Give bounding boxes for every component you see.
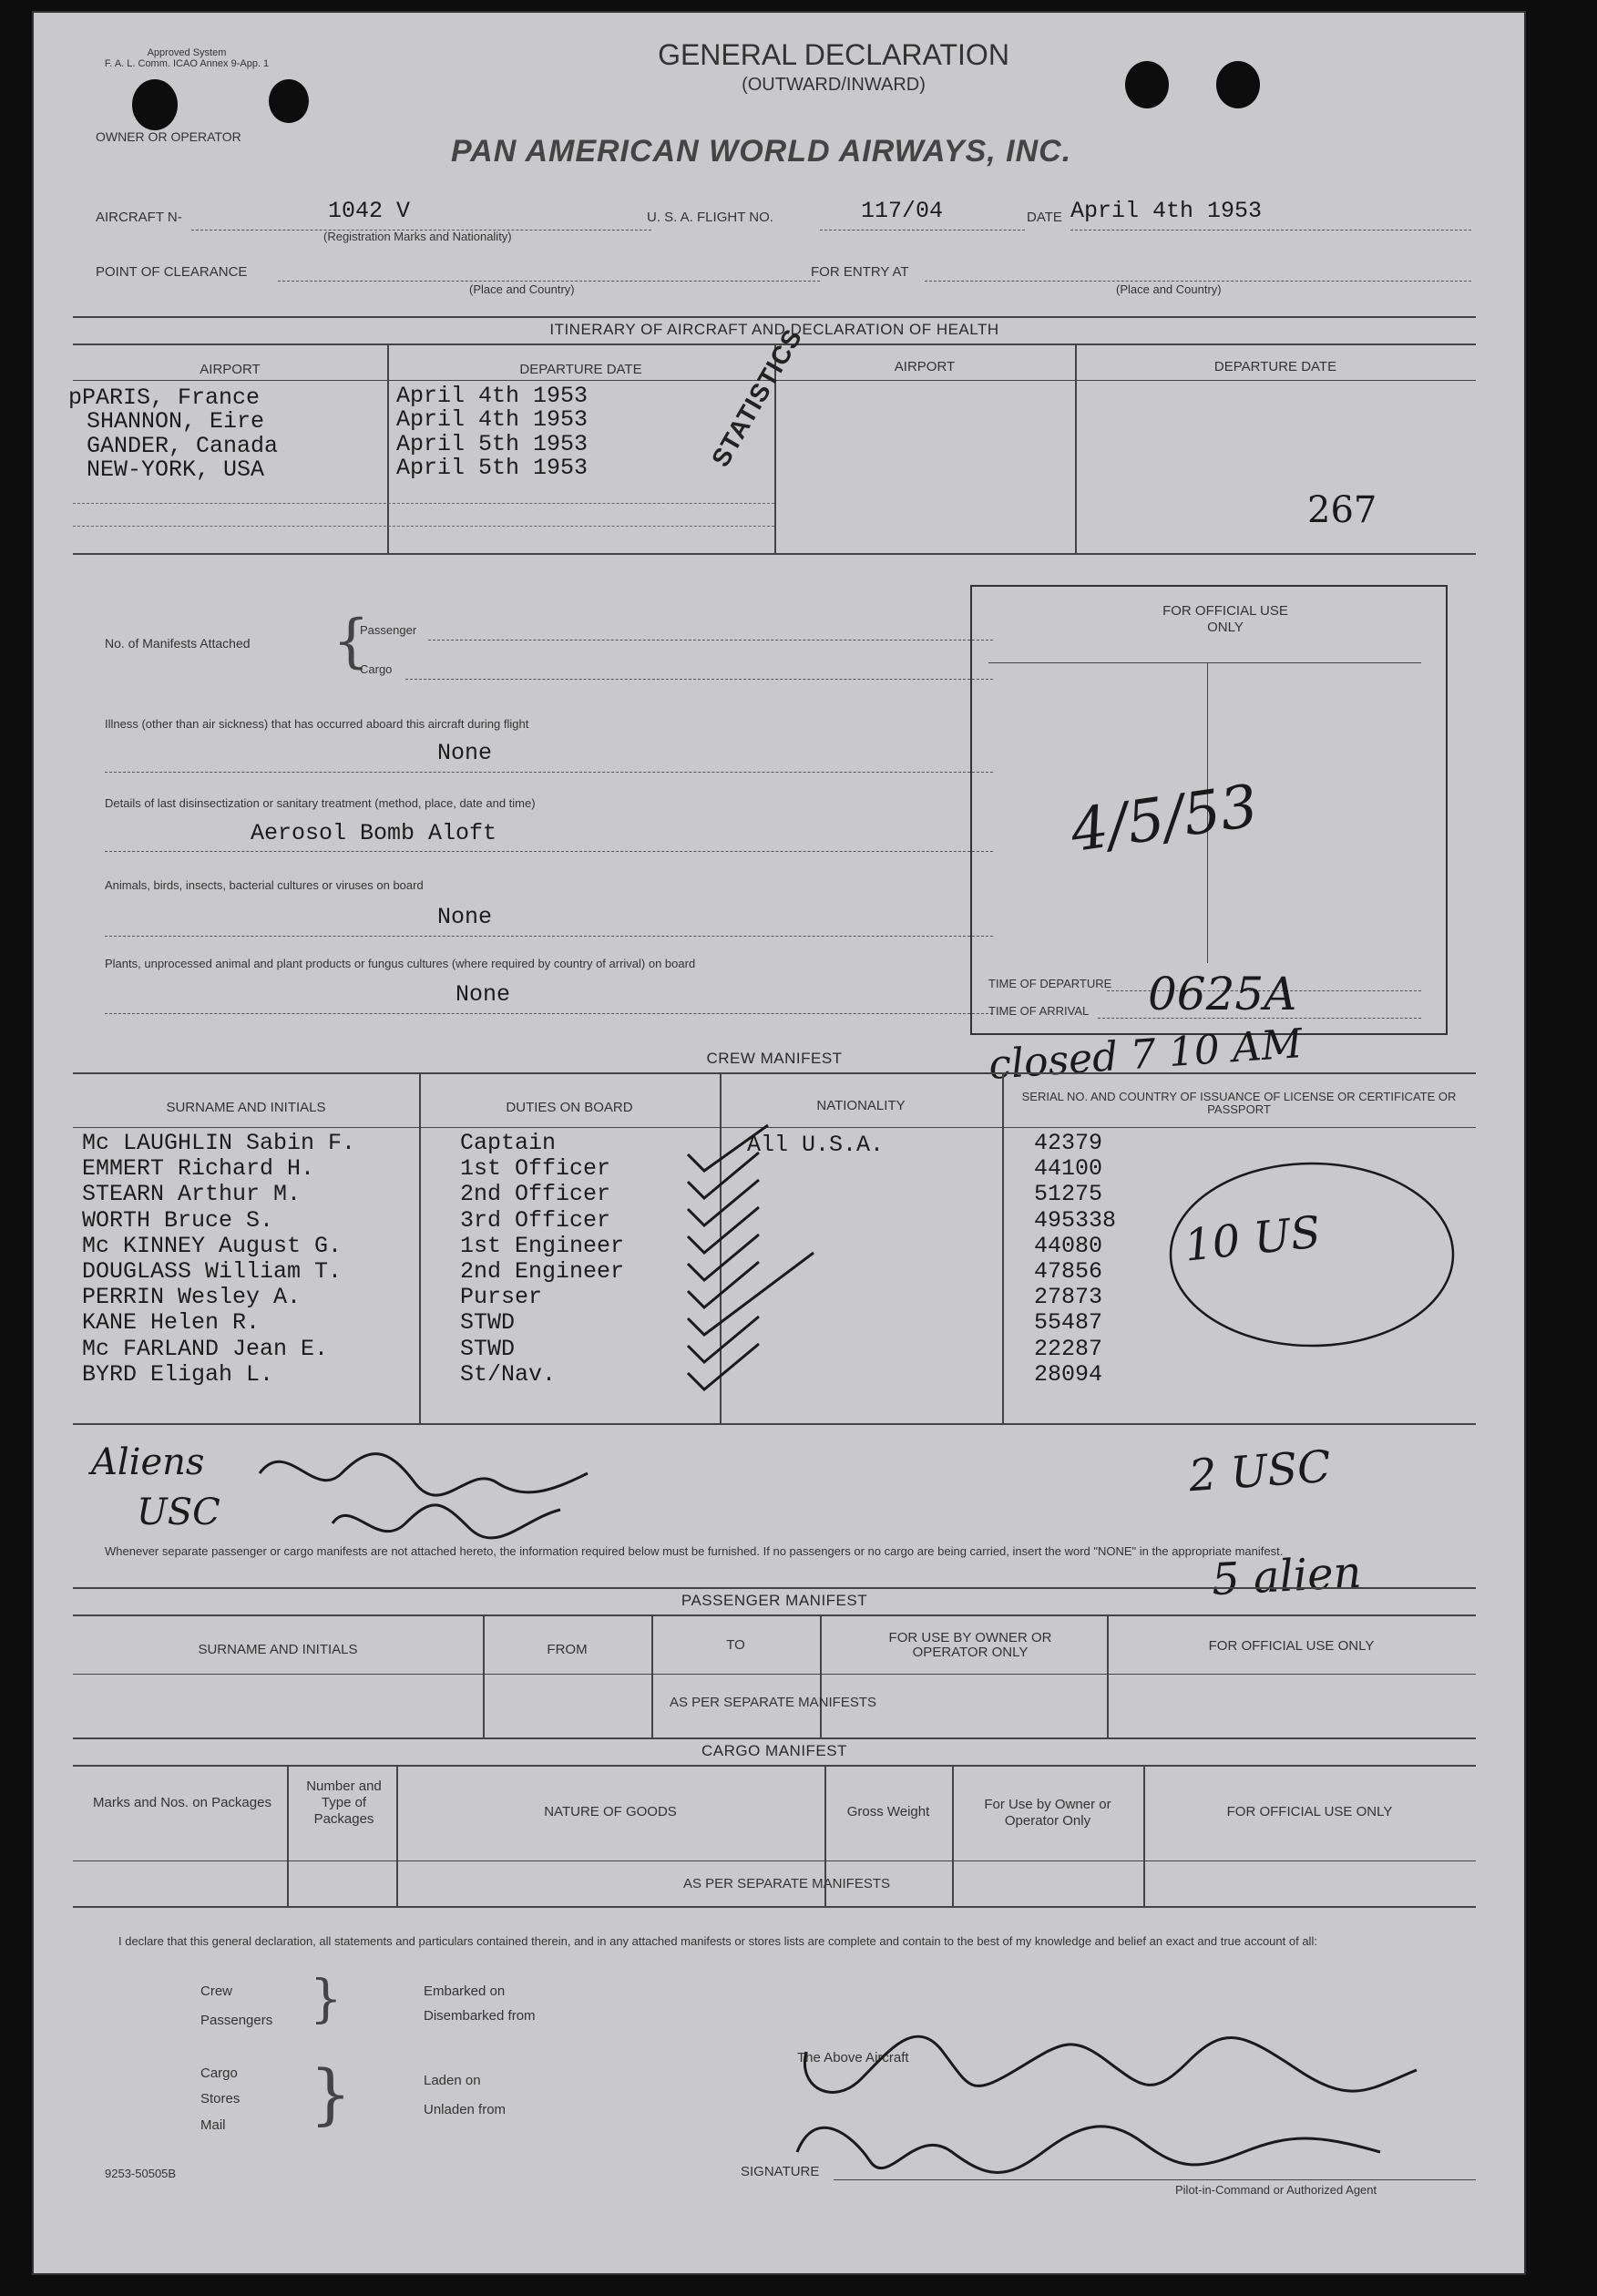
entry-label: FOR ENTRY AT: [811, 264, 909, 280]
crew-serial: 28094: [1034, 1361, 1103, 1388]
official-title: FOR OFFICIAL USE ONLY: [1162, 603, 1288, 635]
form-title: GENERAL DECLARATION: [658, 38, 1009, 71]
pilot-signature: [779, 1988, 1444, 2198]
decl-passengers: Passengers: [200, 2013, 273, 2028]
itinerary-date: April 5th 1953: [396, 431, 589, 457]
cargo-col-owner: For Use by Owner or Operator Only: [984, 1797, 1111, 1829]
col-airport-2: AIRPORT: [894, 359, 956, 374]
itinerary-airport: SHANNON, Eire: [87, 408, 265, 435]
tally-usc: 2 USC: [1187, 1440, 1333, 1502]
passenger-col-official: FOR OFFICIAL USE ONLY: [1208, 1638, 1375, 1654]
col-airport: AIRPORT: [200, 362, 261, 377]
crew-col-duties: DUTIES ON BOARD: [506, 1100, 633, 1115]
crew-serial: 27873: [1034, 1284, 1103, 1310]
crew-name: Mc FARLAND Jean E.: [82, 1336, 329, 1362]
flight-date: April 4th 1953: [1070, 198, 1263, 224]
animals-label: Animals, birds, insects, bacterial cultures or viruses on board: [105, 878, 424, 892]
illness-label: Illness (other than air sickness) that has occurred aboard this aircraft during flight: [105, 717, 529, 731]
airline-name: PAN AMERICAN WORLD AIRWAYS, INC.: [451, 134, 1072, 169]
instruction-text: Whenever separate passenger or cargo manifests are not attached hereto, the information required below must be furnished. If no passengers or no cargo are being carried, insert the word "NONE" in the appropriate manifest.: [105, 1544, 1284, 1558]
passenger-note: AS PER SEPARATE MANIFESTS: [670, 1695, 876, 1710]
punch-hole: [1216, 61, 1260, 108]
cargo-note: AS PER SEPARATE MANIFESTS: [683, 1876, 890, 1891]
crew-name: EMMERT Richard H.: [82, 1155, 315, 1182]
punch-hole: [269, 79, 309, 123]
date-label: DATE: [1027, 210, 1062, 225]
crew-col-name: SURNAME AND INITIALS: [166, 1100, 326, 1115]
crew-serial: 51275: [1034, 1181, 1103, 1207]
decl-laden: Laden on: [424, 2073, 481, 2088]
aircraft-label: AIRCRAFT N-: [96, 210, 182, 225]
declaration-text: I declare that this general declaration, all statements and particulars contained therein, and in any attached manifests or stores lists are complete and contain to the best of my knowledge and belief an exact and true account of all:: [118, 1934, 1317, 1948]
signature-label: SIGNATURE: [741, 2164, 820, 2179]
manifests-label: No. of Manifests Attached: [105, 636, 251, 651]
crew-name: Mc LAUGHLIN Sabin F.: [82, 1130, 356, 1156]
closed-note: closed 7 10 AM: [987, 1020, 1305, 1089]
crew-serial: 55487: [1034, 1309, 1103, 1336]
crew-duty: 2nd Engineer: [460, 1258, 625, 1285]
itinerary-airport: NEW-YORK, USA: [87, 456, 265, 483]
crew-duty: 1st Engineer: [460, 1233, 625, 1259]
decl-mail: Mail: [200, 2117, 226, 2133]
plants-label: Plants, unprocessed animal and plant products or fungus cultures (where required by country of arrival) on board: [105, 957, 696, 970]
punch-hole: [1125, 61, 1169, 108]
brace-icon: {: [333, 608, 370, 675]
animals-value: None: [437, 904, 493, 930]
checkmarks: [651, 1118, 870, 1391]
form-subtitle: (OUTWARD/INWARD): [742, 75, 926, 95]
clearance-label: POINT OF CLEARANCE: [96, 264, 248, 280]
crew-duty: Purser: [460, 1284, 543, 1310]
itinerary-airport: pPARIS, France: [68, 384, 261, 411]
above-aircraft-label: The Above Aircraft: [797, 2050, 909, 2065]
passenger-heading: PASSENGER MANIFEST: [681, 1592, 868, 1609]
manifests-cargo: Cargo: [360, 662, 393, 676]
col-departure: DEPARTURE DATE: [519, 362, 642, 377]
itinerary-airport: GANDER, Canada: [87, 433, 279, 459]
crew-serial: 22287: [1034, 1336, 1103, 1362]
cargo-col-official: FOR OFFICIAL USE ONLY: [1226, 1804, 1393, 1819]
crew-duty: STWD: [460, 1336, 516, 1362]
passenger-col-from: FROM: [547, 1642, 588, 1657]
illness-value: None: [437, 740, 493, 766]
disinsect-label: Details of last disinsectization or sanitary treatment (method, place, date and time): [105, 796, 536, 810]
crew-duty: STWD: [460, 1309, 516, 1336]
passenger-col-owner: FOR USE BY OWNER OR OPERATOR ONLY: [888, 1630, 1052, 1660]
crew-name: STEARN Arthur M.: [82, 1181, 302, 1207]
handwritten-scrawl: [241, 1437, 624, 1555]
owner-operator-label: OWNER OR OPERATOR: [96, 129, 241, 144]
plants-value: None: [456, 981, 511, 1008]
cargo-col-goods: NATURE OF GOODS: [544, 1804, 677, 1819]
crew-name: DOUGLASS William T.: [82, 1258, 343, 1285]
decl-embarked: Embarked on: [424, 1983, 506, 1999]
crew-duty: 1st Officer: [460, 1155, 611, 1182]
flight-label: U. S. A. FLIGHT NO.: [647, 210, 773, 225]
cargo-col-marks: Marks and Nos. on Packages: [93, 1795, 271, 1810]
usc-note: USC: [137, 1491, 220, 1533]
crew-heading: CREW MANIFEST: [706, 1050, 843, 1067]
crew-col-nationality: NATIONALITY: [816, 1098, 906, 1113]
decl-unladen: Unladen from: [424, 2102, 507, 2117]
decl-crew: Crew: [200, 1983, 233, 1999]
cargo-col-number: Number and Type of Packages: [306, 1778, 382, 1827]
cargo-col-weight: Gross Weight: [846, 1804, 930, 1819]
itinerary-date: April 5th 1953: [396, 455, 589, 481]
crew-serial: 44100: [1034, 1155, 1103, 1182]
itinerary-heading: ITINERARY OF AIRCRAFT AND DECLARATION OF HEALTH: [549, 321, 999, 338]
crew-duty: Captain: [460, 1130, 557, 1156]
crew-name: Mc KINNEY August G.: [82, 1233, 343, 1259]
statistics-stamp: STATISTICS: [706, 323, 808, 472]
handwritten-number: 267: [1307, 489, 1377, 531]
arrival-time-label: TIME OF ARRIVAL: [988, 1004, 1090, 1018]
crew-serial: 47856: [1034, 1258, 1103, 1285]
crew-duty: 2nd Officer: [460, 1181, 611, 1207]
arrival-time-value: 0625A: [1148, 968, 1297, 1020]
declaration-form: [32, 11, 1526, 2275]
manifests-passenger: Passenger: [360, 623, 417, 637]
pilot-label: Pilot-in-Command or Authorized Agent: [1175, 2183, 1377, 2197]
tally-aliens: 5 alien: [1210, 1546, 1363, 1606]
crew-col-serial: SERIAL NO. AND COUNTRY OF ISSUANCE OF LICENSE OR CERTIFICATE OR PASSPORT: [1021, 1090, 1457, 1116]
brace-icon: }: [310, 2055, 352, 2132]
circled-note: 10 US: [1182, 1206, 1324, 1272]
aircraft-caption: (Registration Marks and Nationality): [323, 230, 512, 243]
passenger-col-name: SURNAME AND INITIALS: [198, 1642, 358, 1657]
approval-text: Approved System F. A. L. Comm. ICAO Annex 9-App. 1: [104, 47, 270, 69]
clearance-caption: (Place and Country): [469, 282, 575, 296]
decl-cargo: Cargo: [200, 2065, 238, 2081]
crew-serial: 42379: [1034, 1130, 1103, 1156]
col-departure-2: DEPARTURE DATE: [1213, 359, 1337, 374]
crew-nationality-all: All U.S.A.: [747, 1132, 885, 1158]
crew-name: KANE Helen R.: [82, 1309, 261, 1336]
decl-disembarked: Disembarked from: [424, 2008, 536, 2024]
cargo-heading: CARGO MANIFEST: [701, 1742, 847, 1759]
crew-duty: 3rd Officer: [460, 1207, 611, 1234]
form-number: 9253-50505B: [105, 2167, 177, 2180]
entry-caption: (Place and Country): [1116, 282, 1222, 296]
flight-number: 117/04: [861, 198, 944, 224]
itinerary-date: April 4th 1953: [396, 383, 589, 409]
passenger-col-to: TO: [726, 1637, 745, 1653]
departure-time-label: TIME OF DEPARTURE: [988, 977, 1112, 990]
crew-duty: St/Nav.: [460, 1361, 557, 1388]
crew-name: WORTH Bruce S.: [82, 1207, 274, 1234]
aliens-note: Aliens: [91, 1441, 205, 1483]
crew-name: PERRIN Wesley A.: [82, 1284, 302, 1310]
brace-icon: }: [310, 1970, 343, 2029]
crew-name: BYRD Eligah L.: [82, 1361, 274, 1388]
aircraft-registration: 1042 V: [328, 198, 411, 224]
crew-serial: 44080: [1034, 1233, 1103, 1259]
punch-hole: [132, 79, 178, 130]
disinsect-value: Aerosol Bomb Aloft: [251, 820, 497, 846]
official-date: 4/5/53: [1066, 773, 1263, 866]
crew-serial: 495338: [1034, 1207, 1117, 1234]
itinerary-date: April 4th 1953: [396, 406, 589, 433]
decl-stores: Stores: [200, 2091, 241, 2106]
